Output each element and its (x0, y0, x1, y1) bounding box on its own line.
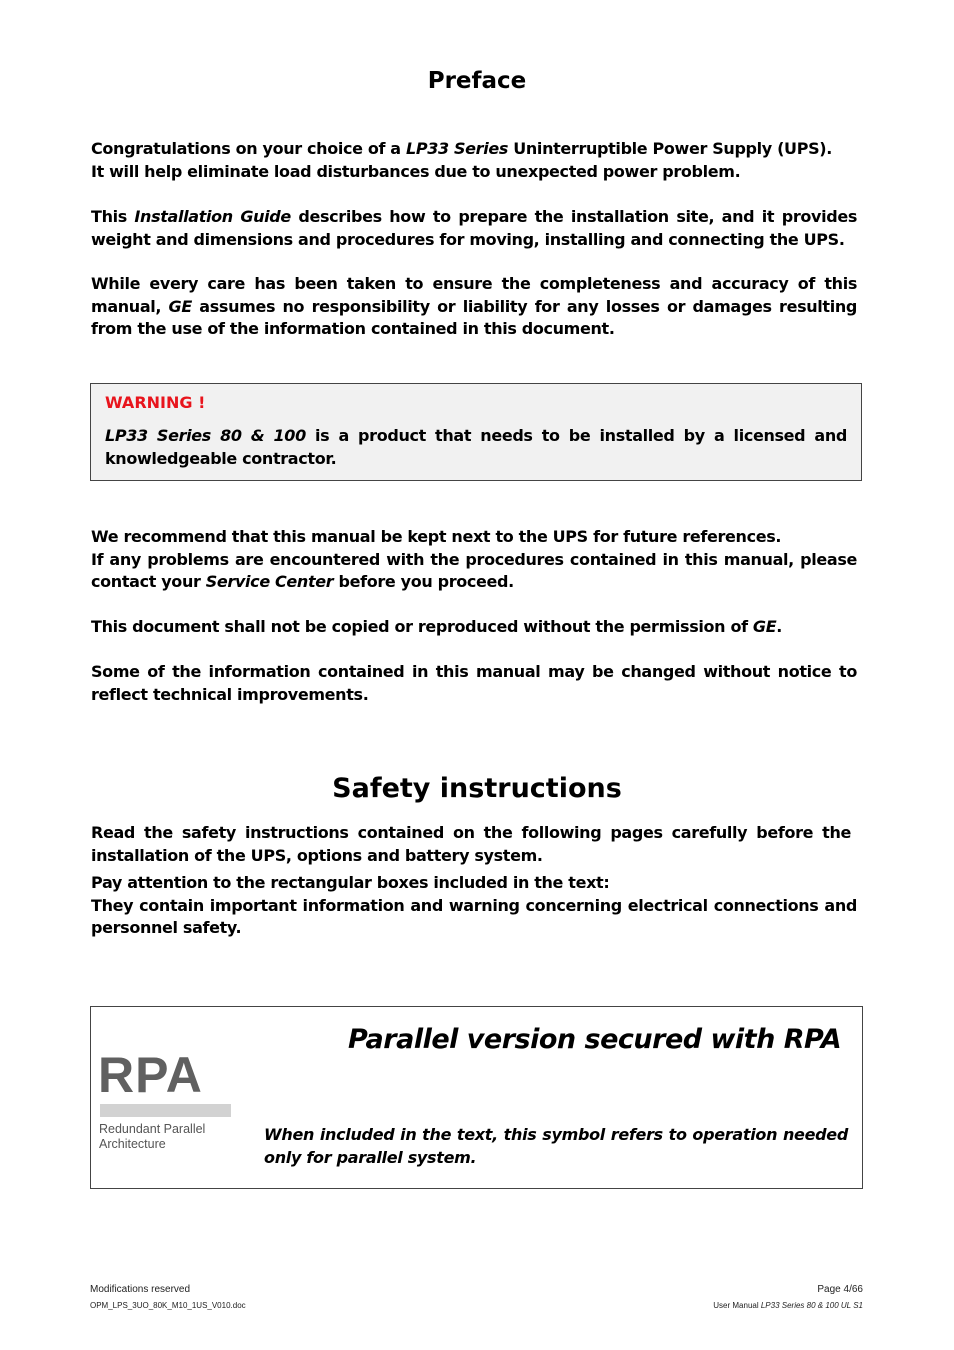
rpa-logo: RPA (98, 1047, 203, 1103)
rpa-description: When included in the text, this symbol refers to operation needed only for parallel system. (264, 1125, 848, 1167)
recommend-paragraph-3: Some of the information contained in this manual may be changed without notice to reflect technical improvements. (91, 662, 857, 704)
rpa-logo-bar (100, 1104, 231, 1117)
footer-page-number: Page 4/66 (817, 1284, 863, 1295)
footer-manual-title: User Manual LP33 Series 80 & 100 UL S1 (713, 1301, 863, 1310)
preface-paragraph-3: While every care has been taken to ensure the completeness and accuracy of this manual, GE assumes no responsibility or liability for any losses or damages resulting from the use of the information contained in this document. (91, 274, 857, 338)
footer-filename: OPM_LPS_3UO_80K_M10_1US_V010.doc (90, 1301, 246, 1310)
warning-text: LP33 Series 80 & 100 is a product that needs to be installed by a licensed and knowledgeable contractor. (105, 426, 848, 468)
recommend-paragraph-2: This document shall not be copied or reproduced without the permission of GE. (91, 617, 783, 636)
safety-paragraph-2: Pay attention to the rectangular boxes included in the text: They contain important information and warning concerning electrical connections and personnel safety. (91, 873, 857, 937)
preface-paragraph-2: This Installation Guide describes how to prepare the installation site, and it provides weight and dimensions and procedures for moving, installing and connecting the UPS. (91, 207, 857, 249)
safety-paragraph-1: Read the safety instructions contained on the following pages carefully before the installation of the UPS, options and battery system. (91, 823, 851, 865)
safety-title: Safety instructions (332, 773, 622, 804)
rpa-logo-caption: Redundant Parallel Architecture (99, 1122, 206, 1151)
preface-paragraph-1: Congratulations on your choice of a LP33 Series Uninterruptible Power Supply (UPS). It will help eliminate load disturbances due to unexpected power problem. (91, 139, 832, 181)
warning-title: WARNING ! (105, 393, 206, 412)
recommend-paragraph-1: We recommend that this manual be kept next to the UPS for future references. If any problems are encountered with the procedures contained in this manual, please contact your Service Center before you proceed. (91, 527, 857, 591)
footer-modifications: Modifications reserved (90, 1284, 191, 1295)
preface-title: Preface (427, 68, 527, 94)
rpa-title: Parallel version secured with RPA (348, 1024, 842, 1055)
